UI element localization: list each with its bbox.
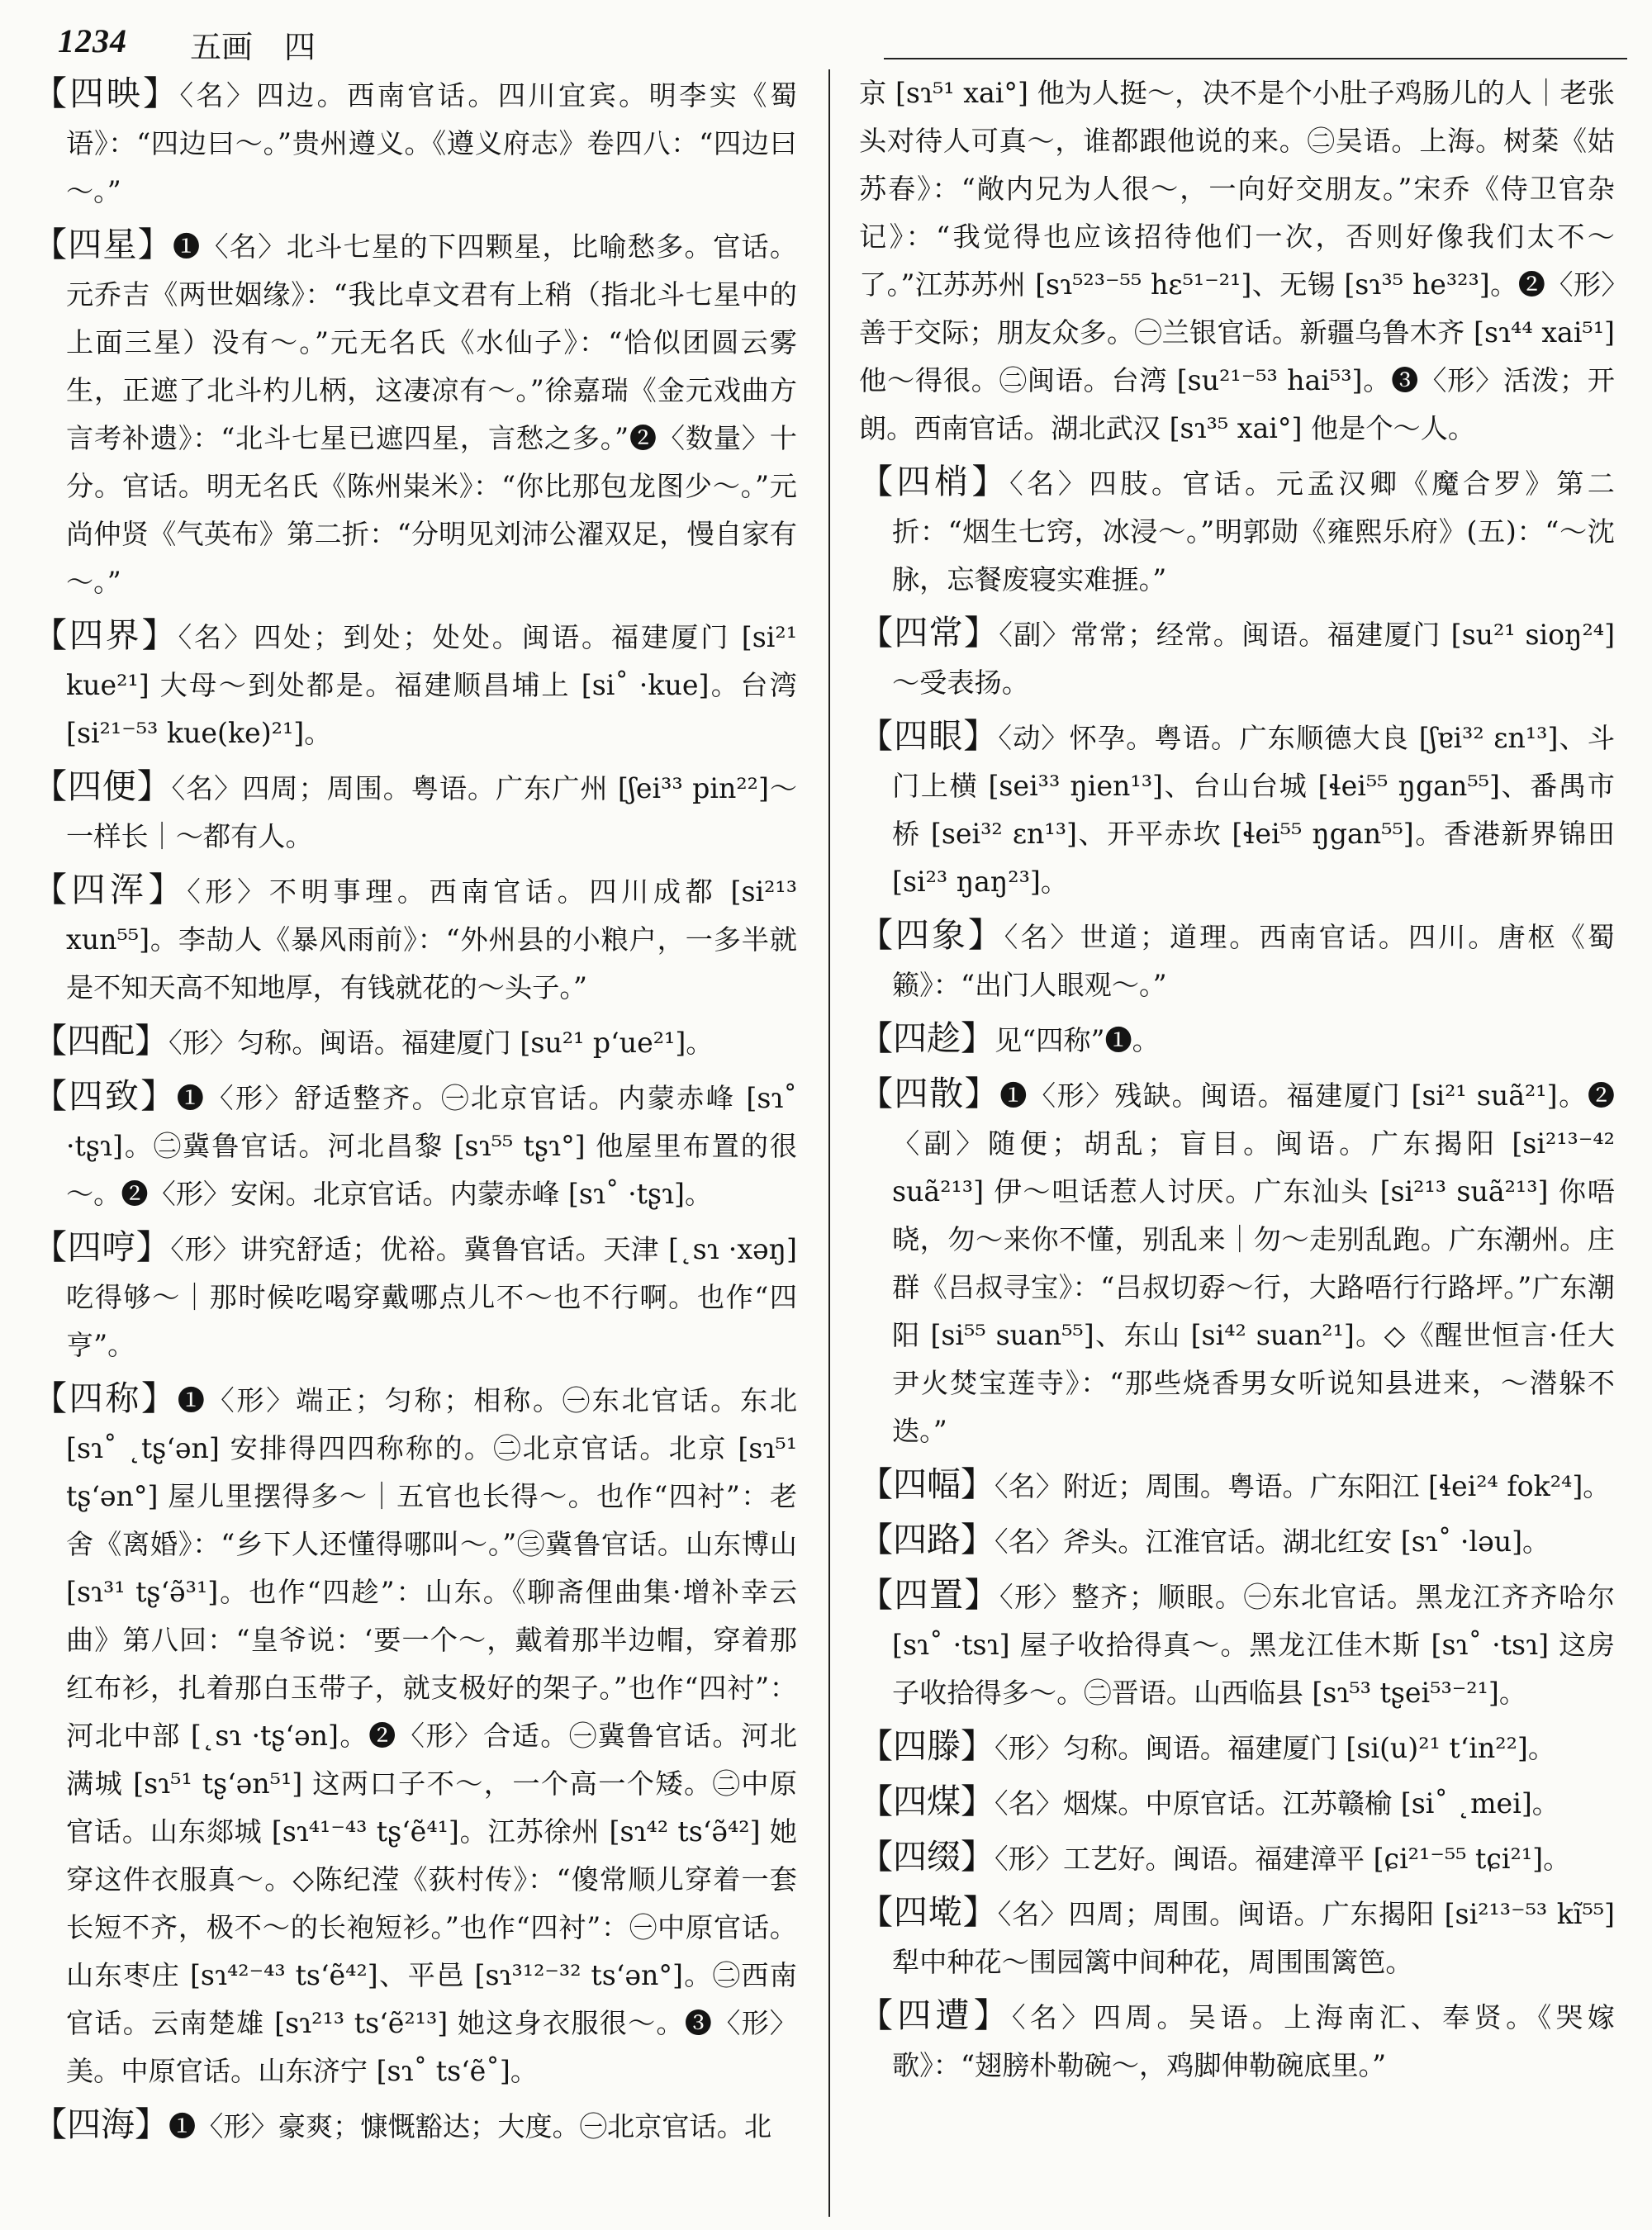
entry-definition: 〈形〉讲究舒适；优裕。冀鲁官话。天津 [˛sɿ ·xəŋ] 吃得够～｜那时候吃喝穿戴哪点儿不～也不行啊。也作“四亨”。 bbox=[66, 1233, 797, 1361]
entry-definition: 〈副〉常常；经常。闽语。福建厦门 [su²¹ sioŋ²⁴] ～受表扬。 bbox=[892, 619, 1615, 699]
dictionary-entry bbox=[33, 221, 797, 606]
header-rule bbox=[884, 58, 1627, 59]
entry-headword: 【四趁】 bbox=[859, 1018, 995, 1058]
dictionary-entry bbox=[33, 69, 797, 216]
dictionary-entry bbox=[33, 1223, 797, 1369]
entry-headword: 【四常】 bbox=[859, 613, 999, 652]
entry-headword: 【四散】 bbox=[859, 1074, 1000, 1113]
entry-headword: 【四缀】 bbox=[859, 1837, 995, 1877]
dictionary-entry bbox=[859, 1070, 1615, 1455]
column-divider bbox=[828, 69, 830, 2217]
dictionary-entry bbox=[859, 609, 1615, 707]
entry-headword: 【四遭】 bbox=[859, 1995, 1012, 2035]
entry-definition: ❶〈形〉端正；匀称；相称。㊀东北官话。东北 [sɿ˚ ˛tʂ‘ən] 安排得四四称称的。㊁北京官话。北京 [sɿ⁵¹ tʂ‘ən°] 屋儿里摆得多～｜五官也长得～。也作“四衬”：老舍《离婚》：“乡下人还懂得哪叫～。”㊂冀鲁官话。山东博山 [sɿ³¹ tʂ‘ə̃³¹]。也作“四趁”：山东。《聊斋俚曲集·增补幸云曲》第八回：“皇爷说：‘要一个～，戴着那半边帽，穿着那红布衫，扎着那白玉带子，就支极好的架子。”也作“四衬”：河北中部 [˛sɿ ·tʂ‘ən]。❷〈形〉合适。㊀冀鲁官话。河北满城 [sɿ⁵¹ tʂ‘ən⁵¹] 这两口子不～，一个高一个矮。㊁中原官话。山东郯城 [sɿ⁴¹⁻⁴³ tʂ‘ẽ⁴¹]。江苏徐州 [sɿ⁴² ts‘ə̃⁴²] 她穿这件衣服真～。◇陈纪滢《荻村传》：“傻常顺儿穿着一套长短不齐，极不～的长袍短衫。”也作“四衬”：㊀中原官话。山东枣庄 [sɿ⁴²⁻⁴³ ts‘ẽ⁴²]、平邑 [sɿ³¹²⁻³² ts‘ən°]。㊁西南官话。云南楚雄 [sɿ²¹³ ts‘ẽ²¹³] 她这身衣服很～。❸〈形〉美。中原官话。山东济宁 [sɿ˚ ts‘ẽ˚]。 bbox=[66, 1384, 797, 2087]
dictionary-entry bbox=[859, 1460, 1615, 1511]
right-column bbox=[859, 69, 1615, 2217]
entry-headword: 【四海】 bbox=[33, 2104, 169, 2144]
entry-definition: ❶〈形〉豪爽；慷慨豁达；大度。㊀北京官话。北 bbox=[169, 2110, 772, 2142]
entry-definition: 〈名〉附近；周围。粤语。广东阳江 [ɬei²⁴ fok²⁴]。 bbox=[995, 1470, 1611, 1502]
dictionary-entry bbox=[859, 1516, 1615, 1566]
entry-definition: ❶〈名〉北斗七星的下四颗星，比喻愁多。官话。元乔吉《两世姻缘》：“我比卓文君有上稍（指北斗七星中的上面三星）没有～。”元无名氏《水仙子》：“恰似团圆云雾生，正遮了北斗杓儿柄，这凄凉有～。”徐嘉瑞《金元戏曲方言考补遗》：“北斗七星已遮四星，言愁之多。”❷〈数量〉十分。官话。明无名氏《陈州粜米》：“你比那包龙图少～。”元尚仲贤《气英布》第二折：“分明见刘沛公濯双足，慢自家有～。” bbox=[66, 230, 797, 598]
dictionary-entry bbox=[859, 1777, 1615, 1828]
dictionary-entry bbox=[33, 1374, 797, 2095]
entry-definition: 〈形〉工艺好。闽语。福建漳平 [ɕi²¹⁻⁵⁵ tɕi²¹]。 bbox=[995, 1843, 1571, 1875]
entry-definition: 〈名〉烟煤。中原官话。江苏赣榆 [si˚ ˛mei]。 bbox=[995, 1787, 1559, 1820]
entry-definition: 〈名〉四周。吴语。上海南汇、奉贤。《哭嫁歌》：“翅膀朴勒碗～，鸡脚伸勒碗底里。” bbox=[892, 2001, 1615, 2081]
entry-definition: 〈名〉四边。西南官话。四川宜宾。明李实《蜀语》：“四边曰～。”贵州遵义。《遵义府志》卷四八：“四边曰～。” bbox=[66, 79, 797, 207]
entry-headword: 【四配】 bbox=[33, 1021, 169, 1060]
entry-definition: 〈名〉四处；到处；处处。闽语。福建厦门 [si²¹ kue²¹] 大母～到处都是。福建顺昌埔上 [si˚ ·kue]。台湾 [si²¹⁻⁵³ kue(ke)²¹]。 bbox=[66, 621, 797, 749]
entry-definition: 〈形〉整齐；顺眼。㊀东北官话。黑龙江齐齐哈尔 [sɿ˚ ·tsɿ] 屋子收拾得真～。黑龙江佳木斯 [sɿ˚ ·tsɿ] 这房子收拾得多～。㊁晋语。山西临县 [sɿ⁵³ tʂei⁵³⁻²¹]。 bbox=[892, 1581, 1615, 1709]
entry-definition: 〈动〉怀孕。粤语。广东顺德大良 [ʃɐi³² ɛn¹³]、斗门上横 [sei³³ ŋien¹³]、台山台城 [ɬei⁵⁵ ŋgan⁵⁵]、番禺市桥 [sei³² ɛn¹³]、开平赤坎 [ɬei⁵⁵ ŋgan⁵⁵]。香港新界锦田 [si²³ ŋaŋ²³]。 bbox=[892, 722, 1615, 898]
entry-definition: 〈名〉世道；道理。西南官话。四川。唐枢《蜀籁》：“出门人眼观～。” bbox=[892, 921, 1615, 1001]
entry-definition: ❶〈形〉残缺。闽语。福建厦门 [si²¹ suã²¹]。❷〈副〉随便；胡乱；盲目。闽语。广东揭阳 [si²¹³⁻⁴² suã²¹³] 伊～呾话惹人讨厌。广东汕头 [si²¹³ suã²¹³] 你唔晓，勿～来你不懂，别乱来｜勿～走别乱跑。广东潮州。庄群《吕叔寻宝》：“吕叔切孬～行，大路唔行行路坪。”广东潮阳 [si⁵⁵ suan⁵⁵]、东山 [si⁴² suan²¹]。◇《醒世恒言·任大尹火焚宝莲寺》：“那些烧香男女听说知县进来，～潜躲不迭。” bbox=[892, 1079, 1615, 1447]
entry-headword: 【四浑】 bbox=[33, 870, 188, 909]
dictionary-entry bbox=[859, 1991, 1615, 2090]
entry-headword: 【四哼】 bbox=[33, 1227, 171, 1267]
entry-headword: 【四滕】 bbox=[859, 1726, 995, 1766]
entry-headword: 【四便】 bbox=[33, 766, 172, 806]
dictionary-entry bbox=[33, 1072, 797, 1218]
dictionary-entry bbox=[859, 1014, 1615, 1065]
page-header bbox=[58, 18, 1611, 63]
entry-definition: 〈名〉斧头。江淮官话。湖北红安 [sɿ˚ ·ləu]。 bbox=[995, 1525, 1550, 1558]
dictionary-entry bbox=[33, 2100, 797, 2151]
entry-definition: 〈名〉四肢。官话。元孟汉卿《魔合罗》第二折：“烟生七窍，冰浸～。”明郭勋《雍熙乐府》(五)：“～沈脉，忘餐废寝实难捱。” bbox=[892, 467, 1615, 595]
entry-headword: 【四幅】 bbox=[859, 1464, 995, 1504]
dictionary-entry bbox=[859, 1888, 1615, 1986]
dictionary-entry bbox=[33, 1017, 797, 1067]
entry-headword: 【四映】 bbox=[33, 74, 180, 113]
entry-headword: 【四墘】 bbox=[859, 1892, 998, 1932]
page-number: 1234 bbox=[58, 22, 127, 59]
entry-definition: 见“四称”❶。 bbox=[995, 1024, 1160, 1056]
dictionary-entry bbox=[859, 1571, 1615, 1717]
entry-headword: 【四煤】 bbox=[859, 1782, 995, 1821]
entry-headword: 【四界】 bbox=[33, 615, 178, 655]
entry-definition: 〈形〉匀称。闽语。福建厦门 [si(u)²¹ t‘in²²]。 bbox=[995, 1732, 1556, 1764]
dictionary-entry bbox=[33, 866, 797, 1012]
page-title: 五画 四 bbox=[190, 29, 316, 65]
entry-headword: 【四致】 bbox=[33, 1076, 177, 1116]
entry-headword: 【四路】 bbox=[859, 1520, 995, 1559]
entry-definition: ❶〈形〉舒适整齐。㊀北京官话。内蒙赤峰 [sɿ˚ ·tʂɿ]。㊁冀鲁官话。河北昌黎 [sɿ⁵⁵ tʂɿ°] 他屋里布置的很～。❷〈形〉安闲。北京官话。内蒙赤峰 [sɿ˚ ·tʂɿ]。 bbox=[66, 1082, 797, 1210]
dictionary-entry bbox=[33, 762, 797, 861]
dictionary-entry bbox=[859, 712, 1615, 906]
dictionary-entry bbox=[859, 458, 1615, 604]
entry-definition: 〈名〉四周；周围。闽语。广东揭阳 [si²¹³⁻⁵³ kĩ⁵⁵] 犁中种花～围园篱中间种花，周围围篱笆。 bbox=[892, 1898, 1615, 1978]
entry-headword: 【四称】 bbox=[33, 1378, 178, 1418]
entry-definition: 〈形〉匀称。闽语。福建厦门 [su²¹ p‘ue²¹]。 bbox=[169, 1027, 714, 1059]
dictionary-entry bbox=[859, 1722, 1615, 1772]
entry-definition: 〈形〉不明事理。西南官话。四川成都 [si²¹³ xun⁵⁵]。李劼人《暴风雨前》：“外州县的小粮户，一多半就是不知天高不知地厚，有钱就花的～头子。” bbox=[66, 875, 797, 1004]
dictionary-entry bbox=[33, 611, 797, 757]
entry-headword: 【四眼】 bbox=[859, 716, 999, 756]
dictionary-entry bbox=[859, 1833, 1615, 1883]
entry-headword: 【四星】 bbox=[33, 225, 173, 264]
left-column bbox=[33, 69, 797, 2217]
entry-definition: 〈名〉四周；周围。粤语。广东广州 [ʃei³³ pin²²]～一样长｜～都有人。 bbox=[66, 772, 797, 852]
dictionary-entry bbox=[859, 911, 1615, 1009]
entry-headword: 【四置】 bbox=[859, 1575, 999, 1615]
entry-headword: 【四梢】 bbox=[859, 462, 1010, 501]
entry-headword: 【四象】 bbox=[859, 915, 1004, 955]
entry-continuation: 京 [sɿ⁵¹ xai°] 他为人挺～，决不是个小肚子鸡肠儿的人｜老张头对待人可真～，谁都跟他说的来。㊁吴语。上海。树棻《姑苏春》：“敞内兄为人很～，一向好交朋友。”宋乔《侍卫官杂记》：“我觉得也应该招待他们一次，否则好像我们太不～了。”江苏苏州 [sɿ⁵²³⁻⁵⁵ hɛ⁵¹⁻²¹]、无锡 [sɿ³⁵ he³²³]。❷〈形〉善于交际；朋友众多。㊀兰银官话。新疆乌鲁木齐 [sɿ⁴⁴ xai⁵¹] 他～得很。㊁闽语。台湾 [su²¹⁻⁵³ hai⁵³]。❸〈形〉活泼；开朗。西南官话。湖北武汉 [sɿ³⁵ xai°] 他是个～人。 bbox=[859, 77, 1615, 444]
